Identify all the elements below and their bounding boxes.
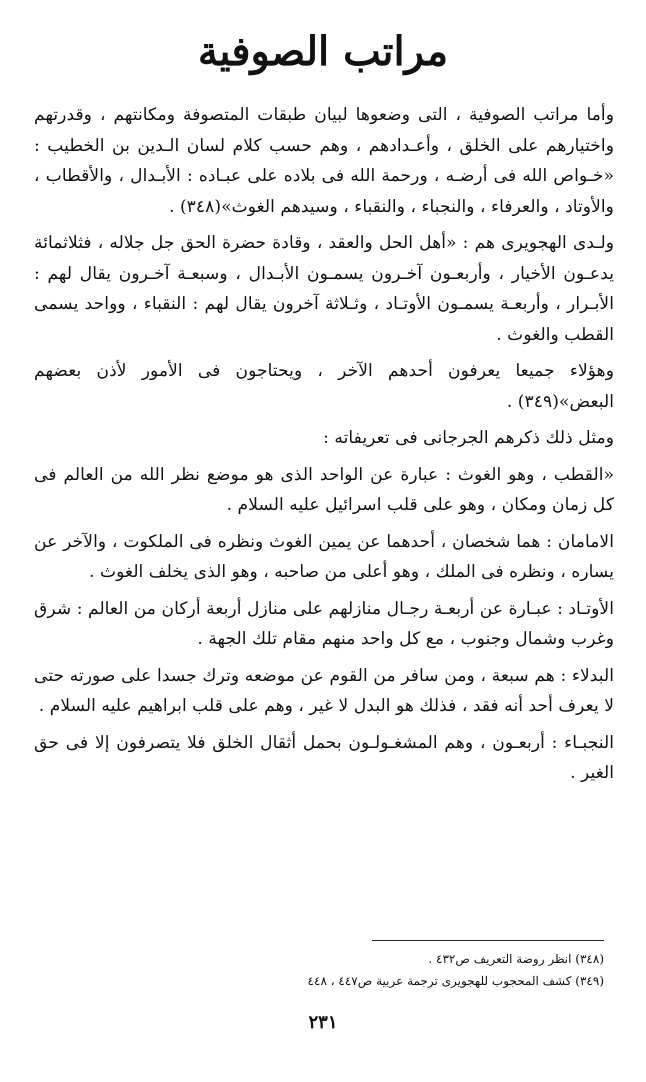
paragraph: «القطب ، وهو الغوث : عبارة عن الواحد الذى هو موضع نظر الله من العالم فى كل زمان ومكان ، وهو على قلب اسرائيل عليه السلام . xyxy=(34,464,614,515)
footnote: (٣٤٨) انظر روضة التعريف ص٤٣٢ . xyxy=(428,952,604,966)
paragraph: الأوتـاد : عبـارة عن أربعـة رجـال منازلهم على منازل أربعة أركان من العالم : شرق وغرب وشمال وجنوب ، مع كل واحد منهم مقام تلك الجهة . xyxy=(34,598,614,649)
paragraph: ومثل ذلك ذكرهم الجرجانى فى تعريفاته : xyxy=(323,428,614,448)
paragraph: ولـدى الهجويرى هم : «أهل الحل والعقد ، وقادة حضرة الحق جل جلاله ، فثلاثمائة يدعـون الأخيار ، وأربعـون آخـرون يسمـون الأبـدال ، وسبعـة آخـرون يقال لهم : الأبـرار ، وأربعـة يسمـون الأوتـاد ، وثـلاثة آخرون يقال لهم : النقباء ، وواحد يسمى القطب والغوث . xyxy=(34,233,614,345)
footnote: (٣٤٩) كشف المحجوب للهجويرى ترجمة عربية ص٤٤٧ ، ٤٤٨ xyxy=(307,974,604,988)
paragraph: وأما مراتب الصوفية ، التى وضعوها لبيان طبقات المتصوفة ومكانتهم ، وقدرتهم واختيارهم على الخلق ، وأعـدادهم ، وهم حسب كلام لسان الـدين بن الخطيب : «خـواص الله فى أرضـه ، ورحمة الله فى بلاده على عبـاده : الأبـدال ، والأقطاب ، والأوتاد ، والعرفاء ، والنجباء ، والنقباء ، وسيدهم الغوث»(٣٤٨) . xyxy=(34,105,614,217)
footnotes xyxy=(84,948,604,992)
paragraph: وهؤلاء جميعا يعرفون أحدهم الآخر ، ويحتاجون فى الأمور لأذن بعضهم البعض»(٣٤٩) . xyxy=(34,361,614,412)
paragraph: الامامان : هما شخصان ، أحدهما عن يمين الغوث ونظره فى الملكوت ، والآخر عن يساره ، ونظره فى الملك ، وهو أعلى من صاحبه ، وهو الذى يخلف الغوث . xyxy=(34,531,614,582)
page-number: ٢٣١ xyxy=(308,1012,338,1033)
page-title: مراتب الصوفية xyxy=(197,28,449,75)
paragraph: البدلاء : هم سبعة ، ومن سافر من القوم عن موضعه وترك جسدا على صورته حتى لا يعرف أحد أنه فقد ، فذلك هو البدل لا غير ، وهم على قلب ابراهيم عليه السلام . xyxy=(34,665,614,716)
footnote-divider xyxy=(372,940,604,941)
body-text xyxy=(34,100,614,795)
paragraph: النجبـاء : أربعـون ، وهم المشغـولـون بحمل أثقال الخلق فلا يتصرفون إلا فى حق الغير . xyxy=(34,732,614,783)
